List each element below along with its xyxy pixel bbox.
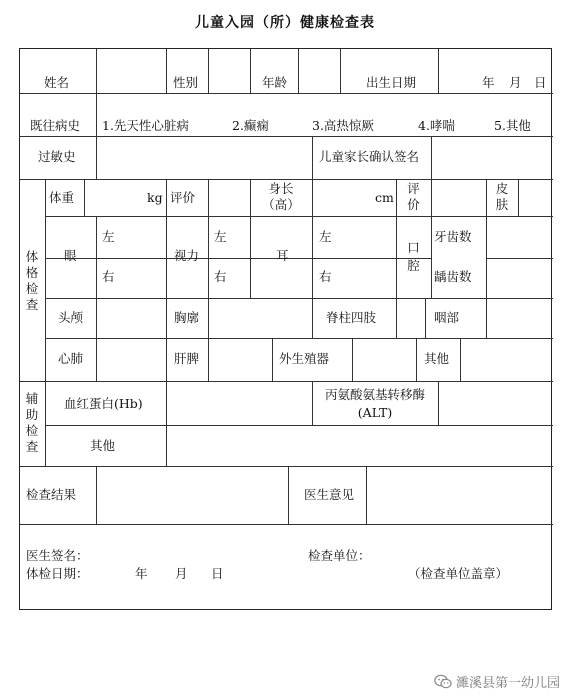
- col-divider: [312, 216, 313, 298]
- alt-label-sub: (ALT): [357, 405, 393, 420]
- physical-other-label: 其他: [424, 351, 450, 366]
- col-divider: [250, 216, 251, 298]
- eye-left-label: 左: [102, 229, 115, 244]
- history-item: 1.先天性心脏病: [102, 118, 189, 133]
- spine-label: 脊柱四肢: [326, 310, 377, 325]
- row-divider: [20, 136, 553, 137]
- col-divider: [438, 381, 439, 425]
- col-divider: [298, 49, 299, 93]
- row-divider: [45, 298, 553, 299]
- col-divider: [96, 466, 97, 524]
- col-divider: [352, 338, 353, 381]
- age-label: 年龄: [262, 75, 288, 90]
- col-divider: [396, 216, 397, 298]
- birth-year-label: 年: [482, 75, 495, 90]
- col-divider: [166, 179, 167, 216]
- col-divider: [425, 298, 426, 338]
- watermark-text: 濉溪县第一幼儿园: [455, 676, 560, 691]
- stamp-note: （检查单位盖章）: [408, 566, 509, 581]
- height-eval-label: 评: [407, 181, 420, 196]
- col-divider: [288, 466, 289, 524]
- row-divider: [45, 425, 553, 426]
- col-divider: [208, 338, 209, 381]
- aux-other-label: 其他: [90, 438, 116, 453]
- head-label: 头颅: [58, 310, 84, 325]
- col-divider: [208, 216, 209, 298]
- eye-label: 眼: [64, 248, 77, 263]
- kg-unit: kg: [147, 190, 163, 205]
- exam-month-label: 月: [175, 566, 188, 581]
- gender-label: 性别: [173, 75, 199, 90]
- caries-count-label: 龋齿数: [434, 269, 472, 284]
- history-item: 4.哮喘: [418, 118, 455, 133]
- form-title: 儿童入园（所）健康检查表: [195, 15, 375, 31]
- history-item: 3.高热惊厥: [312, 118, 374, 133]
- col-divider: [166, 298, 167, 338]
- aux-section-label: 辅助检查: [25, 391, 39, 454]
- liver-spleen-label: 肝脾: [174, 351, 200, 366]
- health-check-form: [19, 48, 552, 610]
- col-divider: [312, 136, 313, 179]
- ear-left-label: 左: [319, 229, 332, 244]
- doctor-opinion-label: 医生意见: [304, 487, 355, 502]
- ear-label: 耳: [276, 248, 289, 263]
- height-eval-label-sub: 价: [407, 197, 420, 212]
- history-item: 5.其他: [494, 118, 531, 133]
- col-divider: [431, 216, 432, 298]
- result-label: 检查结果: [26, 487, 77, 502]
- row-divider: [45, 216, 553, 217]
- col-divider: [312, 298, 313, 338]
- vision-right-label: 右: [214, 269, 227, 284]
- col-divider: [96, 298, 97, 338]
- chest-label: 胸廓: [174, 310, 200, 325]
- col-divider: [208, 298, 209, 338]
- col-divider: [438, 49, 439, 93]
- mouth-label: 口: [407, 240, 420, 255]
- teeth-count-label: 牙齿数: [434, 229, 472, 244]
- skin-label: 皮: [495, 181, 509, 196]
- col-divider: [486, 298, 487, 338]
- exam-date-label: 体检日期：: [26, 566, 89, 581]
- watermark: [434, 672, 560, 691]
- col-divider: [166, 49, 167, 93]
- row-divider: [20, 524, 553, 525]
- col-divider: [96, 136, 97, 179]
- pharynx-label: 咽部: [434, 310, 460, 325]
- row-divider: [20, 93, 553, 94]
- history-item: 2.癫痫: [232, 118, 269, 133]
- heart-lung-label: 心肺: [58, 351, 84, 366]
- col-divider: [96, 49, 97, 93]
- row-divider: [45, 258, 431, 259]
- eye-right-label: 右: [102, 269, 115, 284]
- alt-label: 丙氨酸氨基转移酶: [324, 387, 425, 402]
- check-unit-label: 检查单位：: [308, 548, 371, 563]
- col-divider: [166, 338, 167, 381]
- history-label: 既往病史: [30, 118, 81, 133]
- birth-month-label: 月: [509, 75, 522, 90]
- name-label: 姓名: [44, 75, 70, 90]
- col-divider: [45, 381, 46, 466]
- col-divider: [208, 179, 209, 216]
- row-divider: [20, 381, 553, 382]
- physical-section-label: 体格检查: [25, 249, 39, 312]
- row-divider: [20, 466, 553, 467]
- col-divider: [340, 49, 341, 93]
- col-divider: [366, 466, 367, 524]
- height-label: 身长: [268, 181, 294, 196]
- birth-day-label: 日: [534, 75, 547, 90]
- col-divider: [460, 338, 461, 381]
- exam-day-label: 日: [211, 566, 224, 581]
- col-divider: [96, 216, 97, 298]
- birth-label: 出生日期: [366, 75, 417, 90]
- hemoglobin-label: 血红蛋白(Hb): [64, 396, 143, 411]
- col-divider: [250, 49, 251, 93]
- weight-eval-label: 评价: [170, 190, 196, 205]
- height-label-sub: （高）: [262, 197, 300, 212]
- row-divider: [20, 179, 553, 180]
- col-divider: [416, 338, 417, 381]
- col-divider: [431, 136, 432, 179]
- exam-year-label: 年: [135, 566, 148, 581]
- genital-label: 外生殖器: [279, 351, 330, 366]
- col-divider: [396, 298, 397, 338]
- row-divider: [486, 258, 553, 259]
- wechat-icon: [434, 674, 452, 690]
- col-divider: [166, 216, 167, 298]
- col-divider: [486, 216, 487, 298]
- doctor-sign-label: 医生签名：: [26, 548, 89, 563]
- col-divider: [272, 338, 273, 381]
- mouth-label-sub: 腔: [407, 258, 420, 273]
- col-divider: [208, 49, 209, 93]
- weight-label: 体重: [49, 190, 75, 205]
- cm-unit: cm: [375, 190, 394, 205]
- col-divider: [84, 179, 85, 216]
- col-divider: [431, 179, 432, 216]
- col-divider: [518, 179, 519, 216]
- col-divider: [166, 381, 167, 466]
- vision-label: 视力: [174, 248, 200, 263]
- row-divider: [45, 338, 553, 339]
- allergy-label: 过敏史: [38, 149, 76, 164]
- col-divider: [96, 93, 97, 136]
- guardian-sign-label: 儿童家长确认签名: [319, 149, 420, 164]
- col-divider: [45, 179, 46, 381]
- ear-right-label: 右: [319, 269, 332, 284]
- vision-left-label: 左: [214, 229, 227, 244]
- col-divider: [312, 179, 313, 216]
- col-divider: [96, 338, 97, 381]
- skin-label-sub: 肤: [495, 197, 509, 212]
